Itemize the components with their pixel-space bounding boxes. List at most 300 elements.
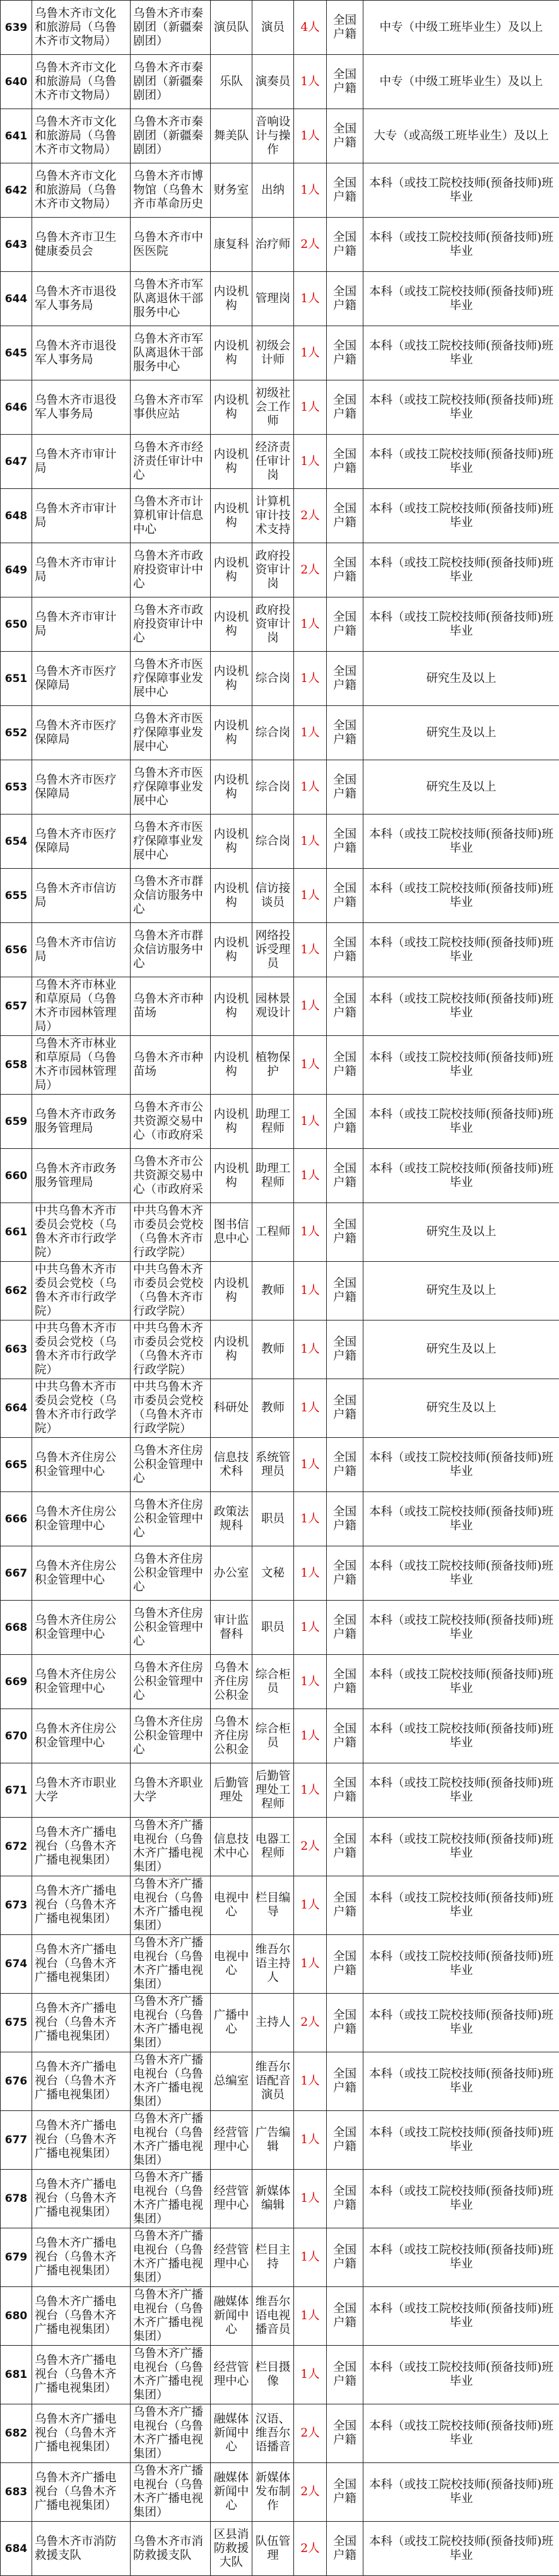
unit-cell: 乌鲁木齐广播电视台（乌鲁木齐广播电视集团） xyxy=(131,2404,211,2463)
unit-cell: 乌鲁木齐职业大学 xyxy=(131,1763,211,1818)
education-cell: 研究生及以上 xyxy=(363,1262,559,1320)
position-cell: 教师 xyxy=(252,1320,294,1379)
household-cell: 全国户籍 xyxy=(327,109,363,163)
education-cell: 本科（或技工院校技师(预备技师)班毕业 xyxy=(363,1095,559,1149)
office-cell: 广播中心 xyxy=(211,1994,252,2052)
department-cell: 乌鲁木齐市医疗保障局 xyxy=(32,706,131,760)
education-cell: 本科（或技工院校技师(预备技师)班毕业 xyxy=(363,815,559,869)
education-cell: 中专（中级工班毕业生）及以上 xyxy=(363,55,559,109)
office-cell: 内设机构 xyxy=(211,489,252,543)
position-cell: 队伍管理 xyxy=(252,2522,294,2576)
row-number-cell: 656 xyxy=(1,923,32,977)
headcount-cell: 2人 xyxy=(294,1994,327,2052)
table-row xyxy=(1,435,559,489)
headcount-cell: 1人 xyxy=(294,1320,327,1379)
unit-cell: 乌鲁木齐市公共资源交易中心（市政府采 xyxy=(131,1095,211,1149)
department-cell: 乌鲁木齐市文化和旅游局（乌鲁木齐市文物局） xyxy=(32,109,131,163)
position-cell: 工程师 xyxy=(252,1203,294,1262)
table-row xyxy=(1,760,559,815)
unit-cell: 乌鲁木齐广播电视台（乌鲁木齐广播电视集团） xyxy=(131,1876,211,1935)
table-row xyxy=(1,1818,559,1876)
department-cell: 乌鲁木齐广播电视台（乌鲁木齐广播电视集团） xyxy=(32,2052,131,2111)
household-cell: 全国户籍 xyxy=(327,2052,363,2111)
unit-cell: 乌鲁木齐广播电视台（乌鲁木齐广播电视集团） xyxy=(131,1818,211,1876)
education-cell: 本科（或技工院校技师(预备技师)班毕业 xyxy=(363,977,559,1036)
headcount-cell: 1人 xyxy=(294,1655,327,1709)
household-cell: 全国户籍 xyxy=(327,1492,363,1546)
office-cell: 经营管理中心 xyxy=(211,2228,252,2287)
education-cell: 本科（或技工院校技师(预备技师)班毕业 xyxy=(363,163,559,218)
headcount-cell: 1人 xyxy=(294,1262,327,1320)
table-body xyxy=(1,1,559,2576)
headcount-cell: 1人 xyxy=(294,1095,327,1149)
household-cell: 全国户籍 xyxy=(327,923,363,977)
household-cell: 全国户籍 xyxy=(327,55,363,109)
household-cell: 全国户籍 xyxy=(327,489,363,543)
row-number-cell: 684 xyxy=(1,2522,32,2576)
position-cell: 后勤管理处工程师 xyxy=(252,1763,294,1818)
position-cell: 园林景观设计 xyxy=(252,977,294,1036)
unit-cell: 乌鲁木齐市秦剧团（新疆秦剧团） xyxy=(131,109,211,163)
department-cell: 乌鲁木齐市林业和草原局（乌鲁木齐市园林管理局） xyxy=(32,977,131,1036)
department-cell: 乌鲁木齐广播电视台（乌鲁木齐广播电视集团） xyxy=(32,2170,131,2228)
office-cell: 舞美队 xyxy=(211,109,252,163)
unit-cell: 中共乌鲁木齐市委员会党校（乌鲁木齐市行政学院） xyxy=(131,1320,211,1379)
education-cell: 本科（或技工院校技师(预备技师)班毕业 xyxy=(363,272,559,326)
education-cell: 本科（或技工院校技师(预备技师)班毕业 xyxy=(363,1438,559,1492)
row-number-cell: 648 xyxy=(1,489,32,543)
row-number-cell: 642 xyxy=(1,163,32,218)
office-cell: 内设机构 xyxy=(211,815,252,869)
household-cell: 全国户籍 xyxy=(327,1763,363,1818)
office-cell: 融媒体新闻中心 xyxy=(211,2287,252,2346)
row-number-cell: 661 xyxy=(1,1203,32,1262)
headcount-cell: 1人 xyxy=(294,1546,327,1601)
education-cell: 本科（或技工院校技师(预备技师)班毕业 xyxy=(363,1655,559,1709)
row-number-cell: 646 xyxy=(1,380,32,435)
department-cell: 中共乌鲁木齐市委员会党校（乌鲁木齐市行政学院） xyxy=(32,1203,131,1262)
office-cell: 演员队 xyxy=(211,1,252,55)
row-number-cell: 650 xyxy=(1,597,32,652)
education-cell: 本科（或技工院校技师(预备技师)班毕业 xyxy=(363,597,559,652)
headcount-cell: 2人 xyxy=(294,2522,327,2576)
position-cell: 栏目编导 xyxy=(252,1876,294,1935)
household-cell: 全国户籍 xyxy=(327,1,363,55)
department-cell: 乌鲁木齐住房公积金管理中心 xyxy=(32,1546,131,1601)
position-cell: 网络投诉受理员 xyxy=(252,923,294,977)
position-cell: 新媒体编辑 xyxy=(252,2170,294,2228)
education-cell: 本科（或技工院校技师(预备技师)班毕业 xyxy=(363,1492,559,1546)
department-cell: 乌鲁木齐市林业和草原局（乌鲁木齐市园林管理局） xyxy=(32,1036,131,1095)
position-cell: 管理岗 xyxy=(252,272,294,326)
headcount-cell: 2人 xyxy=(294,489,327,543)
row-number-cell: 666 xyxy=(1,1492,32,1546)
position-cell: 新媒体发布制作 xyxy=(252,2463,294,2522)
department-cell: 乌鲁木齐市退役军人事务局 xyxy=(32,380,131,435)
household-cell: 全国户籍 xyxy=(327,2404,363,2463)
position-cell: 文秘 xyxy=(252,1546,294,1601)
row-number-cell: 671 xyxy=(1,1763,32,1818)
department-cell: 乌鲁木齐广播电视台（乌鲁木齐广播电视集团） xyxy=(32,2228,131,2287)
headcount-cell: 1人 xyxy=(294,163,327,218)
department-cell: 乌鲁木齐市消防救援支队 xyxy=(32,2522,131,2576)
table-row xyxy=(1,1149,559,1203)
unit-cell: 乌鲁木齐广播电视台（乌鲁木齐广播电视集团） xyxy=(131,2111,211,2170)
headcount-cell: 2人 xyxy=(294,2404,327,2463)
position-cell: 维吾尔语电视播音员 xyxy=(252,2287,294,2346)
department-cell: 乌鲁木齐住房公积金管理中心 xyxy=(32,1492,131,1546)
unit-cell: 乌鲁木齐市群众信访服务中心 xyxy=(131,869,211,923)
office-cell: 经营管理中心 xyxy=(211,2170,252,2228)
row-number-cell: 664 xyxy=(1,1379,32,1438)
row-number-cell: 673 xyxy=(1,1876,32,1935)
department-cell: 中共乌鲁木齐市委员会党校（乌鲁木齐市行政学院） xyxy=(32,1262,131,1320)
office-cell: 政策法规科 xyxy=(211,1492,252,1546)
headcount-cell: 2人 xyxy=(294,2463,327,2522)
household-cell: 全国户籍 xyxy=(327,1818,363,1876)
headcount-cell: 1人 xyxy=(294,1492,327,1546)
position-cell: 演奏员 xyxy=(252,55,294,109)
department-cell: 乌鲁木齐市政务服务管理局 xyxy=(32,1149,131,1203)
table-row xyxy=(1,109,559,163)
position-cell: 综合柜员 xyxy=(252,1655,294,1709)
row-number-cell: 682 xyxy=(1,2404,32,2463)
office-cell: 融媒体新闻中心 xyxy=(211,2404,252,2463)
unit-cell: 乌鲁木齐市消防救援支队 xyxy=(131,2522,211,2576)
unit-cell: 乌鲁木齐市医疗保障事业发展中心 xyxy=(131,760,211,815)
unit-cell: 乌鲁木齐广播电视台（乌鲁木齐广播电视集团） xyxy=(131,2463,211,2522)
department-cell: 乌鲁木齐市审计局 xyxy=(32,543,131,597)
department-cell: 乌鲁木齐广播电视台（乌鲁木齐广播电视集团） xyxy=(32,1818,131,1876)
unit-cell: 乌鲁木齐市公共资源交易中心（市政府采 xyxy=(131,1149,211,1203)
office-cell: 内设机构 xyxy=(211,272,252,326)
unit-cell: 乌鲁木齐广播电视台（乌鲁木齐广播电视集团） xyxy=(131,2170,211,2228)
department-cell: 乌鲁木齐市信访局 xyxy=(32,869,131,923)
household-cell: 全国户籍 xyxy=(327,1036,363,1095)
household-cell: 全国户籍 xyxy=(327,1994,363,2052)
unit-cell: 乌鲁木齐市军事供应站 xyxy=(131,380,211,435)
education-cell: 本科（或技工院校技师(预备技师)班毕业 xyxy=(363,2052,559,2111)
household-cell: 全国户籍 xyxy=(327,2170,363,2228)
department-cell: 乌鲁木齐市医疗保障局 xyxy=(32,815,131,869)
position-cell: 初级会计师 xyxy=(252,326,294,380)
household-cell: 全国户籍 xyxy=(327,2522,363,2576)
office-cell: 乌鲁木齐住房公积金 xyxy=(211,1709,252,1763)
row-number-cell: 674 xyxy=(1,1935,32,1994)
headcount-cell: 1人 xyxy=(294,1379,327,1438)
headcount-cell: 1人 xyxy=(294,1601,327,1655)
education-cell: 本科（或技工院校技师(预备技师)班毕业 xyxy=(363,2522,559,2576)
headcount-cell: 1人 xyxy=(294,1203,327,1262)
office-cell: 内设机构 xyxy=(211,1149,252,1203)
position-cell: 维吾尔语主持人 xyxy=(252,1935,294,1994)
headcount-cell: 1人 xyxy=(294,2228,327,2287)
office-cell: 经营管理中心 xyxy=(211,2111,252,2170)
unit-cell: 乌鲁木齐广播电视台（乌鲁木齐广播电视集团） xyxy=(131,1994,211,2052)
headcount-cell: 1人 xyxy=(294,2111,327,2170)
unit-cell: 中共乌鲁木齐市委员会党校（乌鲁木齐市行政学院） xyxy=(131,1379,211,1438)
unit-cell: 乌鲁木齐住房公积金管理中心 xyxy=(131,1709,211,1763)
row-number-cell: 641 xyxy=(1,109,32,163)
headcount-cell: 1人 xyxy=(294,869,327,923)
table-row xyxy=(1,2052,559,2111)
department-cell: 乌鲁木齐住房公积金管理中心 xyxy=(32,1709,131,1763)
office-cell: 乌鲁木齐住房公积金 xyxy=(211,1655,252,1709)
table-row xyxy=(1,2111,559,2170)
unit-cell: 乌鲁木齐市中医医院 xyxy=(131,218,211,272)
education-cell: 本科（或技工院校技师(预备技师)班毕业 xyxy=(363,1994,559,2052)
table-row xyxy=(1,1036,559,1095)
headcount-cell: 1人 xyxy=(294,1709,327,1763)
office-cell: 信息技术科 xyxy=(211,1438,252,1492)
office-cell: 科研处 xyxy=(211,1379,252,1438)
row-number-cell: 683 xyxy=(1,2463,32,2522)
education-cell: 本科（或技工院校技师(预备技师)班毕业 xyxy=(363,380,559,435)
department-cell: 乌鲁木齐广播电视台（乌鲁木齐广播电视集团） xyxy=(32,2287,131,2346)
headcount-cell: 1人 xyxy=(294,1438,327,1492)
office-cell: 财务室 xyxy=(211,163,252,218)
household-cell: 全国户籍 xyxy=(327,326,363,380)
department-cell: 乌鲁木齐市审计局 xyxy=(32,489,131,543)
table-row xyxy=(1,2463,559,2522)
office-cell: 办公室 xyxy=(211,1546,252,1601)
education-cell: 本科（或技工院校技师(预备技师)班毕业 xyxy=(363,1036,559,1095)
department-cell: 乌鲁木齐广播电视台（乌鲁木齐广播电视集团） xyxy=(32,1994,131,2052)
position-cell: 综合岗 xyxy=(252,815,294,869)
position-cell: 计算机审计技术支持 xyxy=(252,489,294,543)
headcount-cell: 1人 xyxy=(294,1876,327,1935)
row-number-cell: 643 xyxy=(1,218,32,272)
row-number-cell: 681 xyxy=(1,2346,32,2404)
table-row xyxy=(1,2287,559,2346)
department-cell: 乌鲁木齐住房公积金管理中心 xyxy=(32,1601,131,1655)
education-cell: 本科（或技工院校技师(预备技师)班毕业 xyxy=(363,2463,559,2522)
table-row xyxy=(1,815,559,869)
department-cell: 乌鲁木齐市退役军人事务局 xyxy=(32,326,131,380)
headcount-cell: 1人 xyxy=(294,109,327,163)
position-cell: 助理工程师 xyxy=(252,1095,294,1149)
row-number-cell: 644 xyxy=(1,272,32,326)
row-number-cell: 654 xyxy=(1,815,32,869)
position-cell: 政府投资审计岗 xyxy=(252,543,294,597)
office-cell: 康复科 xyxy=(211,218,252,272)
row-number-cell: 662 xyxy=(1,1262,32,1320)
position-cell: 栏目主持 xyxy=(252,2228,294,2287)
table-row xyxy=(1,1320,559,1379)
row-number-cell: 649 xyxy=(1,543,32,597)
education-cell: 本科（或技工院校技师(预备技师)班毕业 xyxy=(363,1546,559,1601)
household-cell: 全国户籍 xyxy=(327,218,363,272)
unit-cell: 乌鲁木齐市群众信访服务中心 xyxy=(131,923,211,977)
household-cell: 全国户籍 xyxy=(327,1655,363,1709)
office-cell: 内设机构 xyxy=(211,1036,252,1095)
position-cell: 经济责任审计岗 xyxy=(252,435,294,489)
headcount-cell: 2人 xyxy=(294,1818,327,1876)
position-cell: 助理工程师 xyxy=(252,1149,294,1203)
department-cell: 乌鲁木齐市医疗保障局 xyxy=(32,760,131,815)
unit-cell: 乌鲁木齐住房公积金管理中心 xyxy=(131,1546,211,1601)
headcount-cell: 1人 xyxy=(294,380,327,435)
education-cell: 本科（或技工院校技师(预备技师)班毕业 xyxy=(363,1876,559,1935)
row-number-cell: 665 xyxy=(1,1438,32,1492)
unit-cell: 乌鲁木齐广播电视台（乌鲁木齐广播电视集团） xyxy=(131,2346,211,2404)
office-cell: 融媒体新闻中心 xyxy=(211,2463,252,2522)
table-row xyxy=(1,1546,559,1601)
row-number-cell: 663 xyxy=(1,1320,32,1379)
unit-cell: 乌鲁木齐市医疗保障事业发展中心 xyxy=(131,815,211,869)
office-cell: 内设机构 xyxy=(211,380,252,435)
position-cell: 综合岗 xyxy=(252,706,294,760)
row-number-cell: 679 xyxy=(1,2228,32,2287)
table-row xyxy=(1,2522,559,2576)
department-cell: 乌鲁木齐市职业大学 xyxy=(32,1763,131,1818)
household-cell: 全国户籍 xyxy=(327,706,363,760)
education-cell: 本科（或技工院校技师(预备技师)班毕业 xyxy=(363,218,559,272)
position-cell: 初级社会工作师 xyxy=(252,380,294,435)
table-row xyxy=(1,1601,559,1655)
department-cell: 乌鲁木齐广播电视台（乌鲁木齐广播电视集团） xyxy=(32,2346,131,2404)
position-cell: 治疗师 xyxy=(252,218,294,272)
education-cell: 研究生及以上 xyxy=(363,1379,559,1438)
position-cell: 汉语、维吾尔语播音 xyxy=(252,2404,294,2463)
table-row xyxy=(1,1655,559,1709)
headcount-cell: 1人 xyxy=(294,597,327,652)
household-cell: 全国户籍 xyxy=(327,2111,363,2170)
education-cell: 研究生及以上 xyxy=(363,1203,559,1262)
unit-cell: 乌鲁木齐市军队离退休干部服务中心 xyxy=(131,272,211,326)
education-cell: 本科（或技工院校技师(预备技师)班毕业 xyxy=(363,2346,559,2404)
unit-cell: 中共乌鲁木齐市委员会党校（乌鲁木齐市行政学院） xyxy=(131,1203,211,1262)
position-cell: 电器工程师 xyxy=(252,1818,294,1876)
headcount-cell: 1人 xyxy=(294,1149,327,1203)
household-cell: 全国户籍 xyxy=(327,1379,363,1438)
household-cell: 全国户籍 xyxy=(327,1203,363,1262)
unit-cell: 乌鲁木齐市政府投资审计中心 xyxy=(131,543,211,597)
department-cell: 乌鲁木齐市文化和旅游局（乌鲁木齐市文物局） xyxy=(32,55,131,109)
education-cell: 本科（或技工院校技师(预备技师)班毕业 xyxy=(363,2170,559,2228)
household-cell: 全国户籍 xyxy=(327,2287,363,2346)
unit-cell: 乌鲁木齐广播电视台（乌鲁木齐广播电视集团） xyxy=(131,2228,211,2287)
office-cell: 审计监督科 xyxy=(211,1601,252,1655)
household-cell: 全国户籍 xyxy=(327,652,363,706)
table-row xyxy=(1,706,559,760)
education-cell: 本科（或技工院校技师(预备技师)班毕业 xyxy=(363,326,559,380)
office-cell: 内设机构 xyxy=(211,597,252,652)
household-cell: 全国户籍 xyxy=(327,2346,363,2404)
table-row xyxy=(1,163,559,218)
department-cell: 乌鲁木齐市卫生健康委员会 xyxy=(32,218,131,272)
headcount-cell: 1人 xyxy=(294,760,327,815)
office-cell: 经营管理中心 xyxy=(211,2346,252,2404)
education-cell: 本科（或技工院校技师(预备技师)班毕业 xyxy=(363,489,559,543)
position-cell: 广告编辑 xyxy=(252,2111,294,2170)
position-cell: 职员 xyxy=(252,1492,294,1546)
row-number-cell: 672 xyxy=(1,1818,32,1876)
office-cell: 内设机构 xyxy=(211,1262,252,1320)
position-cell: 维吾尔语配音演员 xyxy=(252,2052,294,2111)
unit-cell: 乌鲁木齐市种苗场 xyxy=(131,1036,211,1095)
department-cell: 乌鲁木齐市医疗保障局 xyxy=(32,652,131,706)
office-cell: 内设机构 xyxy=(211,1095,252,1149)
table-row xyxy=(1,1763,559,1818)
unit-cell: 乌鲁木齐广播电视台（乌鲁木齐广播电视集团） xyxy=(131,1935,211,1994)
table-row xyxy=(1,1994,559,2052)
office-cell: 内设机构 xyxy=(211,435,252,489)
headcount-cell: 1人 xyxy=(294,1763,327,1818)
row-number-cell: 645 xyxy=(1,326,32,380)
department-cell: 乌鲁木齐市审计局 xyxy=(32,597,131,652)
office-cell: 电视中心 xyxy=(211,1935,252,1994)
education-cell: 本科（或技工院校技师(预备技师)班毕业 xyxy=(363,543,559,597)
education-cell: 研究生及以上 xyxy=(363,706,559,760)
department-cell: 乌鲁木齐住房公积金管理中心 xyxy=(32,1655,131,1709)
table-row xyxy=(1,597,559,652)
education-cell: 本科（或技工院校技师(预备技师)班毕业 xyxy=(363,1763,559,1818)
table-row xyxy=(1,1935,559,1994)
department-cell: 乌鲁木齐市信访局 xyxy=(32,923,131,977)
headcount-cell: 1人 xyxy=(294,2170,327,2228)
row-number-cell: 660 xyxy=(1,1149,32,1203)
row-number-cell: 639 xyxy=(1,1,32,55)
household-cell: 全国户籍 xyxy=(327,1438,363,1492)
education-cell: 研究生及以上 xyxy=(363,1320,559,1379)
education-cell: 中专（中级工班毕业生）及以上 xyxy=(363,1,559,55)
household-cell: 全国户籍 xyxy=(327,1095,363,1149)
unit-cell: 乌鲁木齐市医疗保障事业发展中心 xyxy=(131,652,211,706)
unit-cell: 乌鲁木齐市博物馆（乌鲁木齐市革命历史 xyxy=(131,163,211,218)
position-cell: 教师 xyxy=(252,1262,294,1320)
row-number-cell: 677 xyxy=(1,2111,32,2170)
household-cell: 全国户籍 xyxy=(327,977,363,1036)
education-cell: 本科（或技工院校技师(预备技师)班毕业 xyxy=(363,2228,559,2287)
position-cell: 综合岗 xyxy=(252,760,294,815)
position-cell: 职员 xyxy=(252,1601,294,1655)
education-cell: 本科（或技工院校技师(预备技师)班毕业 xyxy=(363,923,559,977)
household-cell: 全国户籍 xyxy=(327,2228,363,2287)
position-cell: 演员 xyxy=(252,1,294,55)
headcount-cell: 1人 xyxy=(294,435,327,489)
position-cell: 教师 xyxy=(252,1379,294,1438)
headcount-cell: 1人 xyxy=(294,2287,327,2346)
department-cell: 乌鲁木齐市审计局 xyxy=(32,435,131,489)
household-cell: 全国户籍 xyxy=(327,1601,363,1655)
education-cell: 本科（或技工院校技师(预备技师)班毕业 xyxy=(363,2287,559,2346)
table-row xyxy=(1,2228,559,2287)
household-cell: 全国户籍 xyxy=(327,1876,363,1935)
table-row xyxy=(1,1709,559,1763)
education-cell: 本科（或技工院校技师(预备技师)班毕业 xyxy=(363,2111,559,2170)
row-number-cell: 668 xyxy=(1,1601,32,1655)
department-cell: 乌鲁木齐市政务服务管理局 xyxy=(32,1095,131,1149)
headcount-cell: 1人 xyxy=(294,272,327,326)
office-cell: 内设机构 xyxy=(211,760,252,815)
unit-cell: 乌鲁木齐市政府投资审计中心 xyxy=(131,597,211,652)
table-row xyxy=(1,272,559,326)
unit-cell: 乌鲁木齐住房公积金管理中心 xyxy=(131,1601,211,1655)
table-row xyxy=(1,380,559,435)
position-cell: 综合柜员 xyxy=(252,1709,294,1763)
office-cell: 图书信息中心 xyxy=(211,1203,252,1262)
position-cell: 主持人 xyxy=(252,1994,294,2052)
headcount-cell: 1人 xyxy=(294,2052,327,2111)
table-row xyxy=(1,1438,559,1492)
office-cell: 内设机构 xyxy=(211,977,252,1036)
household-cell: 全国户籍 xyxy=(327,163,363,218)
table-row xyxy=(1,326,559,380)
row-number-cell: 669 xyxy=(1,1655,32,1709)
education-cell: 本科（或技工院校技师(预备技师)班毕业 xyxy=(363,1818,559,1876)
row-number-cell: 653 xyxy=(1,760,32,815)
